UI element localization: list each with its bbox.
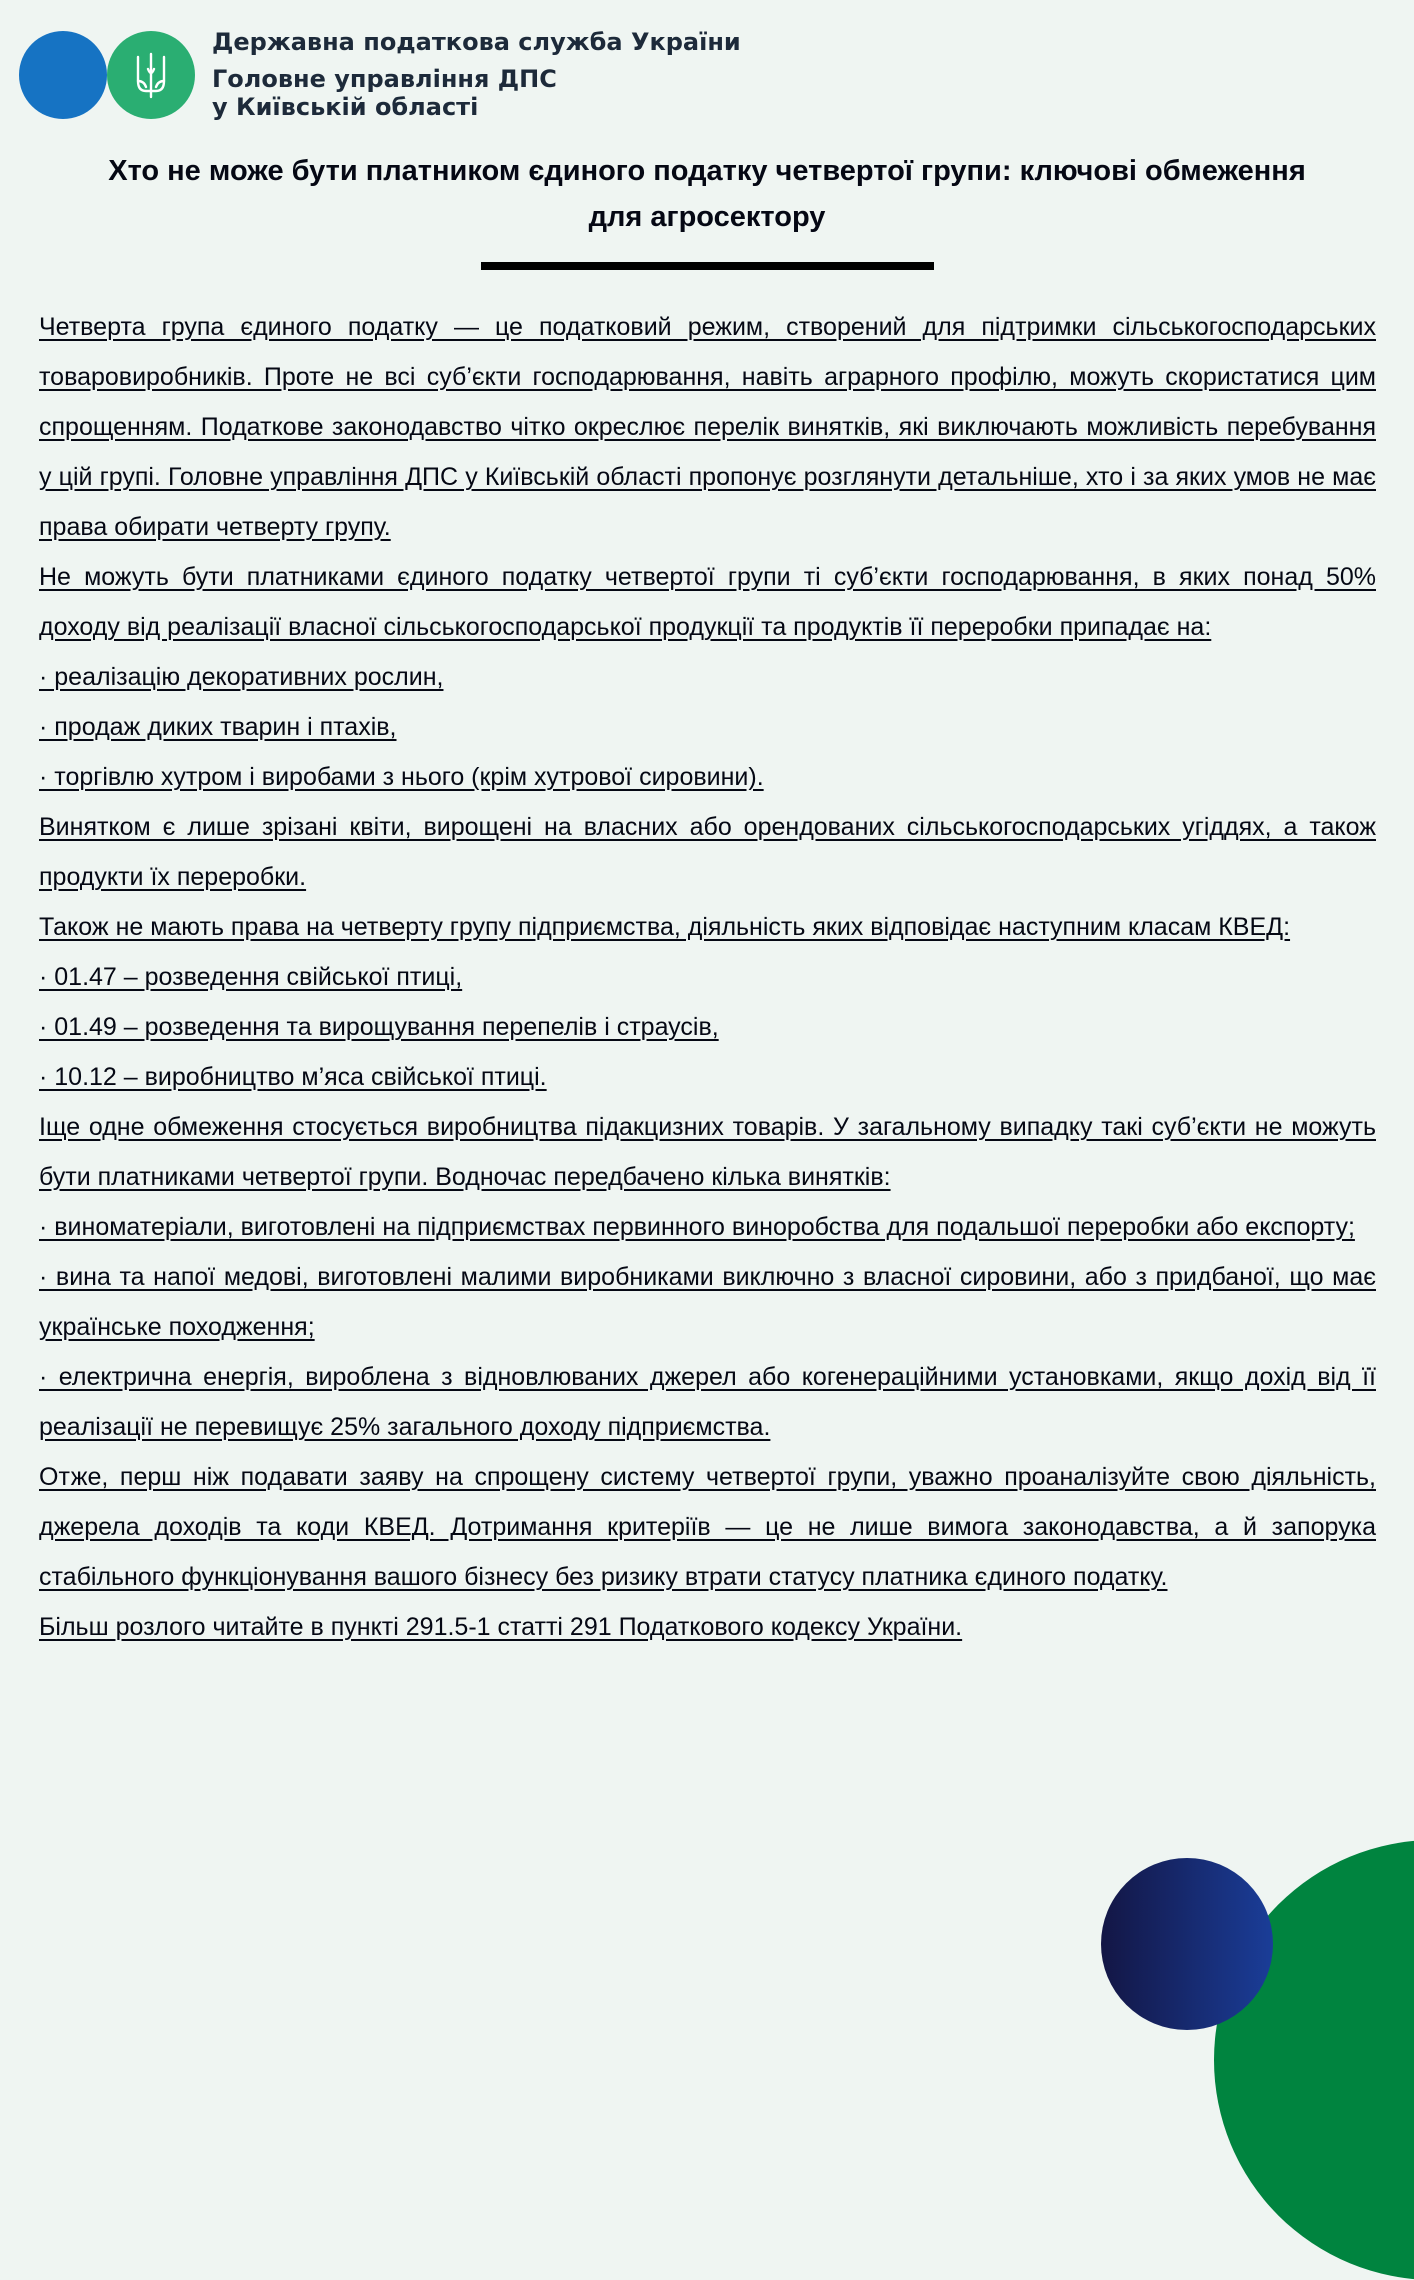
paragraph-restriction: Не можуть бути платниками єдиного податку четвертої групи ті суб’єкти господарювання, в яких понад 50% доходу від реалізації власної сільськогосподарської продукції та продуктів її переробки припадає на: [39, 563, 1376, 641]
paragraph-reference: Більш розлого читайте в пункті 291.5-1 статті 291 Податкового кодексу України. [39, 1613, 963, 1641]
organization-name [212, 27, 741, 121]
article-body [39, 302, 1376, 1652]
title-divider [481, 262, 934, 270]
list-item: · 01.49 – розведення та вирощування перепелів і страусів, [39, 1013, 719, 1041]
logo-blue-circle [19, 31, 107, 119]
list-item: · торгівлю хутром і виробами з нього (крім хутрової сировини). [39, 763, 764, 791]
list-item: · 01.47 – розведення свійської птиці, [39, 963, 463, 991]
page-title-line1: Хто не може бути платником єдиного податку четвертої групи: ключові обмеження [108, 155, 1306, 187]
paragraph-exception: Винятком є лише зрізані квіти, вирощені на власних або орендованих сільськогосподарських угіддях, а також продукти їх переробки. [39, 813, 1376, 891]
list-item: · 10.12 – виробництво м’яса свійської птиці. [39, 1063, 547, 1091]
paragraph-conclusion: Отже, перш ніж подавати заяву на спрощену систему четвертої групи, уважно проаналізуйте свою діяльність, джерела доходів та коди КВЕД. Дотримання критеріїв — це не лише вимога законодавства, а й запорука стабільного функціонування вашого бізнесу без ризику втрати статусу платника єдиного податку. [39, 1463, 1376, 1591]
list-item: · вина та напої медові, виготовлені малими виробниками виключно з власної сировини, або з придбаної, що має українське походження; [39, 1263, 1376, 1341]
page-title [60, 148, 1354, 240]
trident-icon [135, 51, 167, 99]
paragraph-intro: Четверта група єдиного податку — це податковий режим, створений для підтримки сільськогосподарських товаровиробників. Проте не всі суб’єкти господарювання, навіть аграрного профілю, можуть скористатися цим спрощенням. Податкове законодавство чітко окреслює перелік винятків, які виключають можливість перебування у цій групі. Головне управління ДПС у Київській області пропонує розглянути детальніше, хто і за яких умов не має права обирати четверту групу. [39, 313, 1376, 541]
org-name-line3: у Київській області [212, 93, 479, 121]
list-item: · виноматеріали, виготовлені на підприємствах первинного виноробства для подальшої переробки або експорту; [39, 1213, 1355, 1241]
org-name-line2: Головне управління ДПС [212, 65, 557, 93]
paragraph-excise: Іще одне обмеження стосується виробництва підакцизних товарів. У загальному випадку такі суб’єкти не можуть бути платниками четвертої групи. Водночас передбачено кілька винятків: [39, 1113, 1376, 1191]
logo-green-circle [107, 31, 195, 119]
decorative-navy-circle [1101, 1858, 1273, 2030]
paragraph-kved: Також не мають права на четверту групу підприємства, діяльність яких відповідає наступним класам КВЕД: [39, 913, 1291, 941]
list-item: · реалізацію декоративних рослин, [39, 663, 444, 691]
list-item: · електрична енергія, вироблена з відновлюваних джерел або когенераційними установками, якщо дохід від її реалізації не перевищує 25% загального доходу підприємства. [39, 1363, 1376, 1441]
page-title-line2: для агросектору [588, 201, 826, 233]
org-name-line1: Державна податкова служба України [212, 28, 741, 56]
list-item: · продаж диких тварин і птахів, [39, 713, 397, 741]
